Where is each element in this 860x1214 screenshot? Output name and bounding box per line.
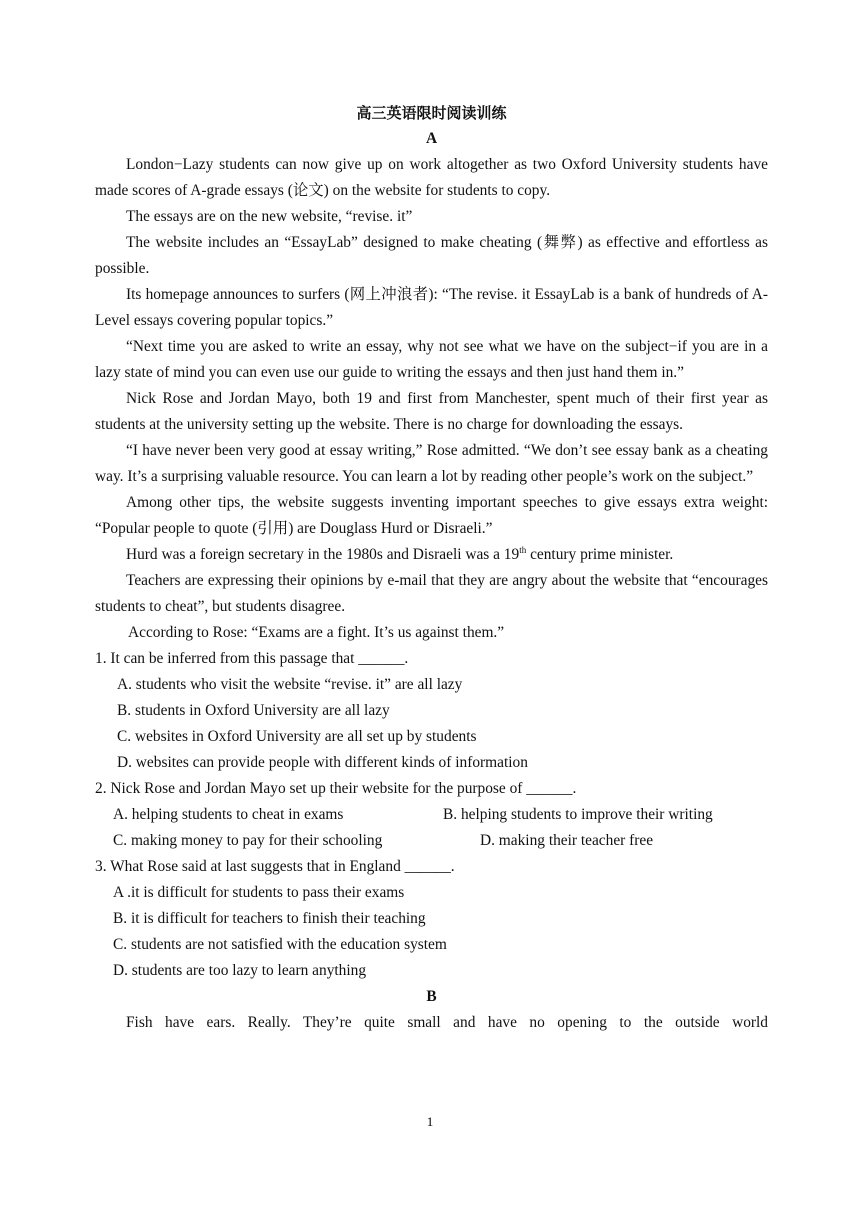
passage-b-paragraph-1: Fish have ears. Really. They’re quite small and have no opening to the outside world xyxy=(126,1014,768,1031)
passage-a-paragraph-2: The essays are on the new website, “revise. it” xyxy=(126,208,413,225)
question-3-stem: 3. What Rose said at last suggests that in England ______. xyxy=(95,858,455,875)
passage-a-hurd-line xyxy=(95,542,768,568)
question-2-options-row-2 xyxy=(95,828,768,854)
question-1-option-b: B. students in Oxford University are all lazy xyxy=(117,702,390,719)
section-heading-a: A xyxy=(425,130,438,147)
question-2-option-a: A. helping students to cheat in exams xyxy=(113,806,344,823)
passage-a-paragraph-8: Among other tips, the website suggests inventing important speeches to give essays extra weight: “Popular people to quote (引用) are Douglass Hurd or Disraeli.” xyxy=(95,494,768,537)
question-1-stem: 1. It can be inferred from this passage that ______. xyxy=(95,650,409,667)
passage-a-paragraph-5: “Next time you are asked to write an essay, why not see what we have on the subject−if you are in a lazy state of mind you can even use our guide to writing the essays and then just hand them in.” xyxy=(95,338,768,381)
passage-a-paragraph-3: The website includes an “EssayLab” designed to make cheating (舞弊) as effective and effortless as possible. xyxy=(95,234,768,277)
question-2-option-d: D. making their teacher free xyxy=(480,832,654,849)
question-3-option-b: B. it is difficult for teachers to finish their teaching xyxy=(113,910,426,927)
hurd-line-after: century prime minister. xyxy=(526,546,674,563)
passage-a-paragraph-4: Its homepage announces to surfers (网上冲浪者): “The revise. it EssayLab is a bank of hundreds of A-Level essays covering popular topics.” xyxy=(95,286,768,329)
question-1-option-a: A. students who visit the website “revise. it” are all lazy xyxy=(117,676,463,693)
section-heading-b: B xyxy=(426,988,437,1005)
question-3-option-d: D. students are too lazy to learn anything xyxy=(113,962,367,979)
question-3-option-a: A .it is difficult for students to pass their exams xyxy=(113,884,405,901)
question-1-option-d: D. websites can provide people with different kinds of information xyxy=(117,754,528,771)
passage-a-paragraph-6: Nick Rose and Jordan Mayo, both 19 and first from Manchester, spent much of their first year as students at the university setting up the website. There is no charge for downloading the essays. xyxy=(95,390,768,433)
passage-a-paragraph-7: “I have never been very good at essay writing,” Rose admitted. “We don’t see essay bank as a cheating way. It’s a surprising valuable resource. You can learn a lot by reading other people’s work on the subject.” xyxy=(95,442,768,485)
document-title: 高三英语限时阅读训练 xyxy=(356,104,507,122)
passage-a-rose-line: According to Rose: “Exams are a fight. It’s us against them.” xyxy=(128,624,505,641)
question-3-option-c: C. students are not satisfied with the education system xyxy=(113,936,447,953)
hurd-line-superscript: th xyxy=(519,544,527,555)
passage-a-teachers-line: Teachers are expressing their opinions by e-mail that they are angry about the website that “encourages students to cheat”, but students disagree. xyxy=(95,572,768,615)
question-2-option-c: C. making money to pay for their schooling xyxy=(113,832,383,849)
hurd-line-before: Hurd was a foreign secretary in the 1980s and Disraeli was a 19 xyxy=(126,546,520,563)
question-2-stem: 2. Nick Rose and Jordan Mayo set up their website for the purpose of ______. xyxy=(95,780,577,797)
document-page xyxy=(95,100,768,1036)
passage-a-paragraph-1: London−Lazy students can now give up on work altogether as two Oxford University students have made scores of A-grade essays (论文) on the website for students to copy. xyxy=(95,156,768,199)
question-2-options-row-1 xyxy=(95,802,768,828)
question-1-option-c: C. websites in Oxford University are all set up by students xyxy=(117,728,477,745)
question-2-option-b: B. helping students to improve their writing xyxy=(443,806,713,823)
page-number: 1 xyxy=(426,1114,434,1129)
